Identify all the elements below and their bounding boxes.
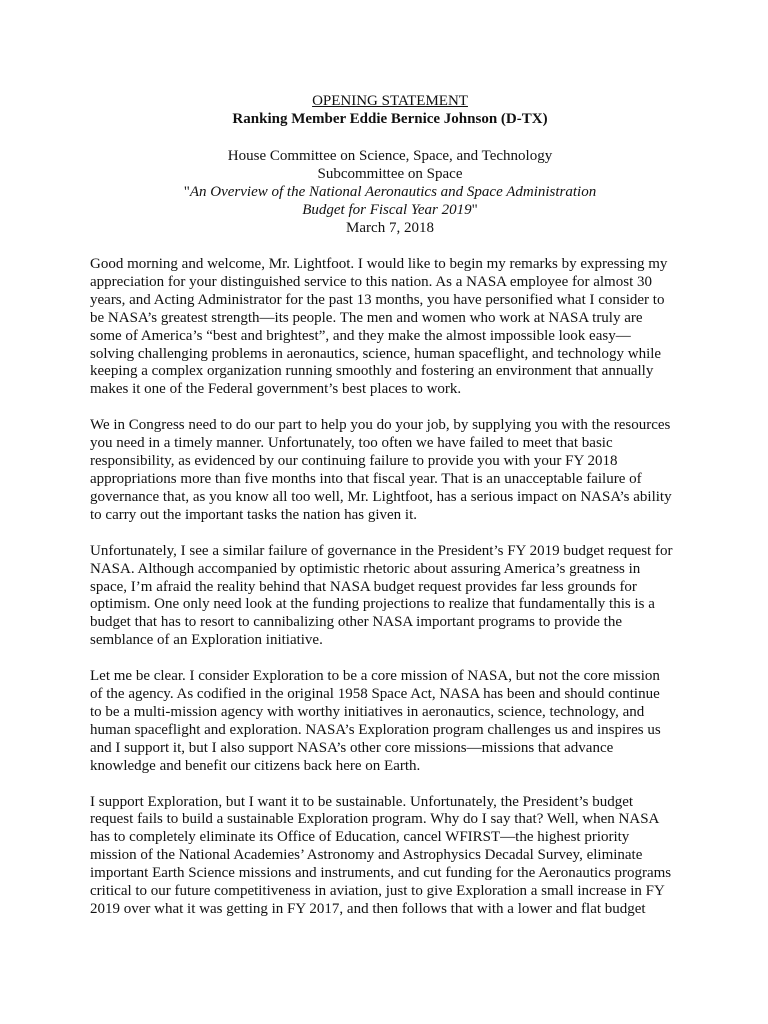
- paragraph: [90, 543, 690, 650]
- text-line: optimism. One only need look at the funding projections to realize that fundamentally this is a: [90, 596, 655, 613]
- text-line: Good morning and welcome, Mr. Lightfoot. I would like to begin my remarks by expressing my: [90, 256, 668, 272]
- text-line: of the agency. As codified in the original 1958 Space Act, NASA has been and should continue: [90, 686, 660, 703]
- text-line: and I support it, but I also support NASA’s other core missions—missions that advance: [90, 739, 614, 756]
- statement-body: [90, 256, 690, 919]
- committee-line: House Committee on Science, Space, and Technology: [227, 148, 553, 164]
- paragraph: [90, 417, 690, 524]
- speaker-line: Ranking Member Eddie Bernice Johnson (D-TX): [232, 111, 548, 127]
- text-line: appreciation for your distinguished service to this nation. As a NASA employee for almost 30: [90, 273, 652, 290]
- body-spacer: [90, 237, 690, 256]
- text-line: governance that, as you know all too well, Mr. Lightfoot, has a serious impact on NASA’s ability: [90, 488, 672, 505]
- text-line: has to completely eliminate its Office of Education, cancel WFIRST—the highest priority: [90, 829, 630, 846]
- document-header: [90, 92, 690, 237]
- text-line: keeping a complex organization running smoothly and fostering an environment that annually: [90, 363, 654, 380]
- text-line: makes it one of the Federal government’s best places to work.: [90, 381, 462, 398]
- text-line: NASA. Although accompanied by optimistic rhetoric about assuring America’s greatness in: [90, 560, 641, 577]
- text-line: appropriations more than five months into that fiscal year. That is an unacceptable failure of: [90, 470, 642, 487]
- hearing-title-text-2: Budget for Fiscal Year 2019: [302, 202, 472, 218]
- text-line: be NASA’s greatest strength—its people. The men and women who work at NASA truly are: [90, 309, 643, 326]
- paragraph: [90, 794, 690, 919]
- text-line: space, I’m afraid the reality behind that NASA budget request provides far less grounds for: [90, 578, 637, 595]
- text-line: important Earth Science missions and instruments, and cut funding for the Aeronautics programs: [90, 865, 672, 882]
- text-line: Let me be clear. I consider Exploration to be a core mission of NASA, but not the core mission: [90, 668, 660, 685]
- text-line: to be a multi-mission agency with worthy initiatives in aeronautics, science, technology, and: [90, 703, 645, 720]
- header-spacer: [90, 128, 690, 147]
- subcommittee-line: Subcommittee on Space: [317, 166, 463, 182]
- document-page: [90, 92, 690, 937]
- text-line: I support Exploration, but I want it to be sustainable. Unfortunately, the President’s budget: [90, 793, 634, 810]
- text-line: to carry out the important tasks the nation has given it.: [90, 506, 418, 523]
- text-line: 2019 over what it was getting in FY 2017, and then follows that with a lower and flat budget: [90, 901, 646, 917]
- statement-heading: OPENING STATEMENT: [312, 93, 468, 109]
- text-line: some of America’s “best and brightest”, and they make the almost impossible look easy—: [90, 327, 631, 344]
- text-line: budget that has to resort to cannibalizing other NASA important programs to provide the: [90, 614, 622, 631]
- text-line: critical to our future competitiveness in aviation, just to give Exploration a small increase in FY: [90, 883, 665, 900]
- paragraph: [90, 668, 690, 775]
- paragraph: [90, 256, 690, 399]
- hearing-date: March 7, 2018: [346, 220, 434, 236]
- text-line: semblance of an Exploration initiative.: [90, 632, 323, 649]
- text-line: responsibility, as evidenced by our continuing failure to provide you with your FY 2018: [90, 453, 618, 470]
- hearing-title-line-1: "An Overview of the National Aeronautics and Space Administration: [183, 184, 597, 200]
- text-line: mission of the National Academies’ Astronomy and Astrophysics Decadal Survey, eliminate: [90, 847, 643, 864]
- text-line: you need in a timely manner. Unfortunately, too often we have failed to meet that basic: [90, 435, 613, 452]
- hearing-title-line-2: Budget for Fiscal Year 2019": [302, 202, 478, 218]
- text-line: Unfortunately, I see a similar failure of governance in the President’s FY 2019 budget request for: [90, 542, 673, 559]
- text-line: solving challenging problems in aeronautics, science, human spaceflight, and technology while: [90, 345, 662, 362]
- text-line: knowledge and benefit our citizens back here on Earth.: [90, 757, 421, 774]
- hearing-title-text-1: An Overview of the National Aeronautics and Space Administration: [189, 184, 597, 200]
- text-line: We in Congress need to do our part to help you do your job, by supplying you with the resources: [90, 417, 671, 434]
- text-line: human spaceflight and exploration. NASA’s Exploration program challenges us and inspires us: [90, 721, 661, 738]
- text-line: years, and Acting Administrator for the past 13 months, you have personified what I consider to: [90, 291, 665, 308]
- text-line: request fails to build a sustainable Exploration program. Why do I say that? Well, when NASA: [90, 811, 660, 828]
